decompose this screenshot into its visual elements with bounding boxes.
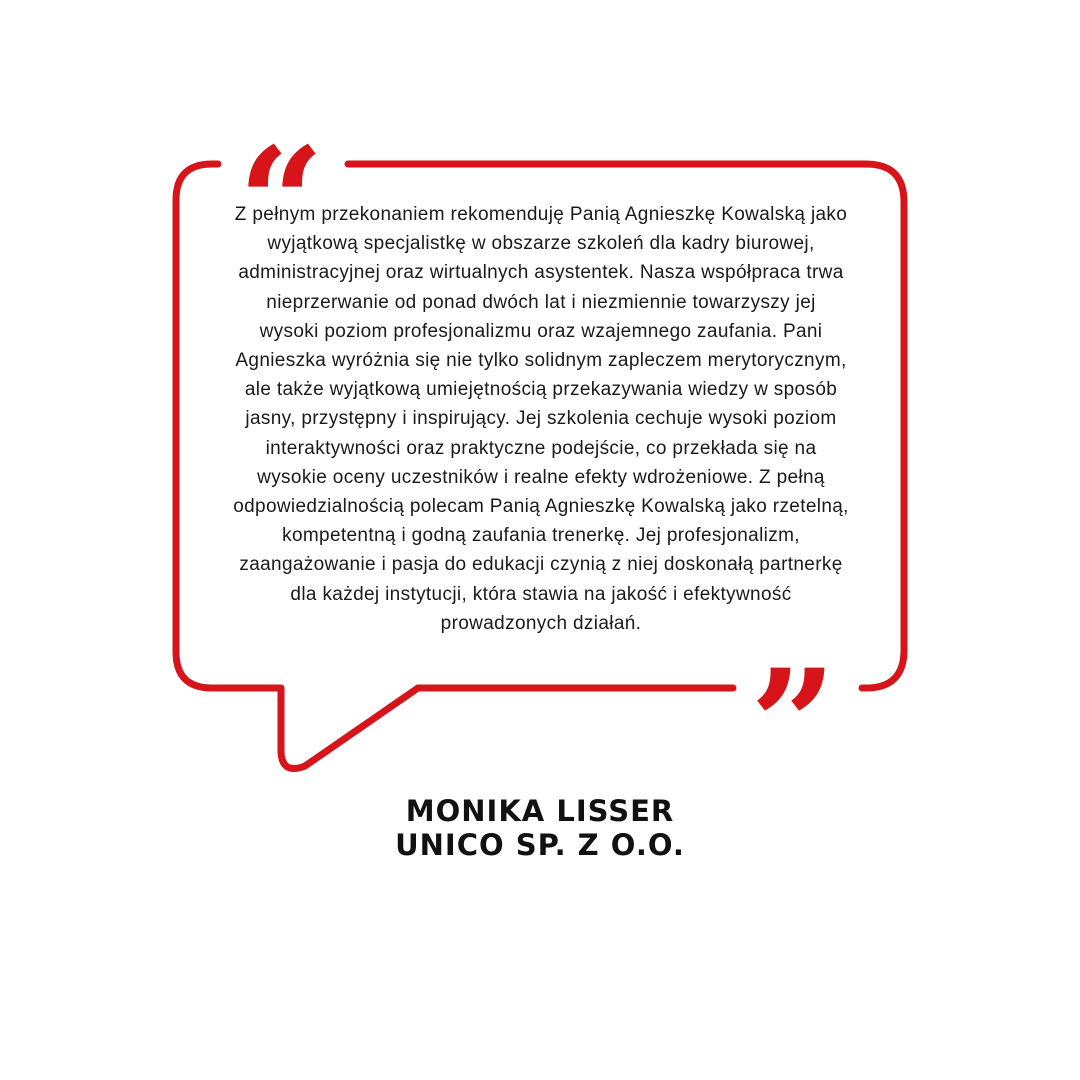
left-double-quote-icon: “	[238, 115, 325, 291]
testimonial-line: nieprzerwanie od ponad dwóch lat i niezmiennie towarzyszy jej	[266, 291, 816, 313]
testimonial-line: administracyjnej oraz wirtualnych asystentek. Nasza współpraca trwa	[238, 262, 844, 284]
author-company: UNICO SP. Z O.O.	[395, 828, 685, 862]
testimonial-line: ale także wyjątkową umiejętnością przekazywania wiedzy w sposób	[244, 379, 838, 401]
testimonial-line: dla każdej instytucji, która stawia na jakość i efektywność	[290, 583, 792, 605]
testimonial-line: Z pełnym przekonaniem rekomenduję Panią Agnieszkę Kowalską jako	[234, 204, 848, 225]
testimonial-line: jasny, przystępny i inspirujący. Jej szkolenia cechuje wysoki poziom	[245, 408, 837, 430]
testimonial-line: interaktywności oraz praktyczne podejście, co przekłada się na	[265, 437, 817, 459]
testimonial-line: Agnieszka wyróżnia się nie tylko solidnym zapleczem merytorycznym,	[235, 350, 847, 372]
author-signature	[0, 794, 1080, 862]
author-name: MONIKA LISSER	[405, 794, 675, 828]
right-double-quote-icon: ”	[750, 637, 837, 813]
testimonial-line: wysokie oceny uczestników i realne efekty wdrożeniowe. Z pełną	[257, 466, 825, 488]
testimonial-line: wyjątkową specjalistkę w obszarze szkoleń dla kadry biurowej,	[267, 233, 815, 255]
testimonial-line: odpowiedzialnością polecam Panią Agnieszkę Kowalską jako rzetelną,	[233, 496, 849, 518]
testimonial-text	[196, 200, 886, 638]
testimonial-line: kompetentną i godną zaufania trenerkę. Jej profesjonalizm,	[282, 525, 800, 547]
testimonial-line: wysoki poziom profesjonalizmu oraz wzajemnego zaufania. Pani	[259, 320, 823, 342]
testimonial-line: zaangażowanie i pasja do edukacji czynią z niej doskonałą partnerkę	[239, 554, 843, 576]
testimonial-line: prowadzonych działań.	[440, 612, 642, 634]
